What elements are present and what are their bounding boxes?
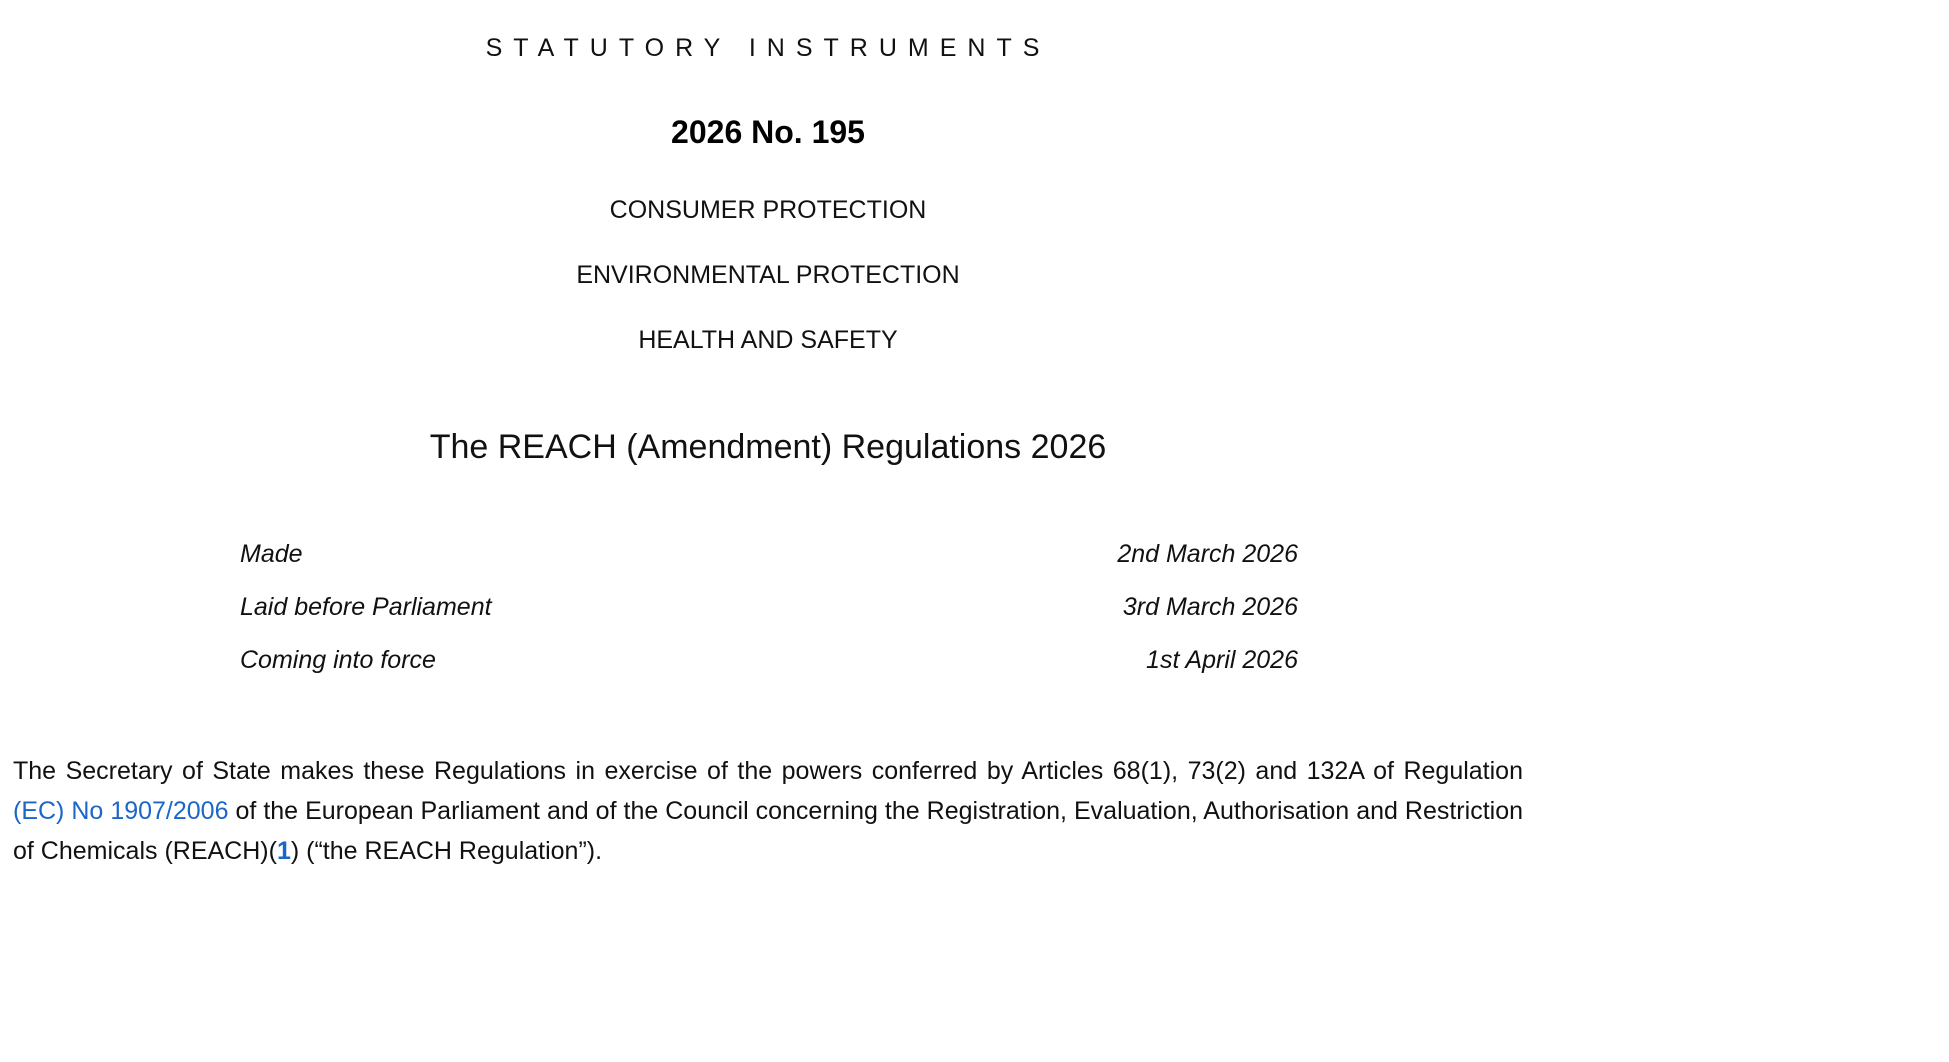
date-row-made bbox=[240, 540, 1298, 593]
preamble-text: of the European Parliament and of the Council concerning the Registration, Evaluation, Authorisation and Restriction of Chemicals (REACH)( bbox=[13, 797, 1523, 865]
date-value: 2nd March 2026 bbox=[1117, 540, 1298, 568]
regulation-title: The REACH (Amendment) Regulations 2026 bbox=[429, 428, 1107, 466]
si-number: 2026 No. 195 bbox=[671, 114, 865, 150]
regulation-link[interactable]: (EC) No 1907/2006 bbox=[13, 797, 229, 825]
subject-heading: ENVIRONMENTAL PROTECTION bbox=[576, 261, 960, 289]
subject-heading: HEALTH AND SAFETY bbox=[638, 326, 898, 354]
footnote-link[interactable]: 1 bbox=[276, 837, 291, 865]
date-row-laid bbox=[240, 593, 1298, 646]
date-label: Coming into force bbox=[240, 646, 436, 674]
date-value: 3rd March 2026 bbox=[1122, 593, 1298, 621]
date-label: Made bbox=[240, 540, 303, 568]
date-row-in-force bbox=[240, 646, 1298, 699]
date-label: Laid before Parliament bbox=[240, 593, 492, 621]
preamble-text: ) (“the REACH Regulation”). bbox=[290, 837, 603, 865]
preamble-paragraph bbox=[13, 751, 1523, 871]
preamble-text: The Secretary of State makes these Regulations in exercise of the powers conferred by Articles 68(1), 73(2) and 132A of Regulation bbox=[13, 757, 1523, 785]
series-heading: STATUTORY INSTRUMENTS bbox=[485, 34, 1051, 62]
date-value: 1st April 2026 bbox=[1146, 646, 1298, 674]
subject-heading: CONSUMER PROTECTION bbox=[609, 196, 927, 224]
dates-table bbox=[240, 540, 1298, 699]
